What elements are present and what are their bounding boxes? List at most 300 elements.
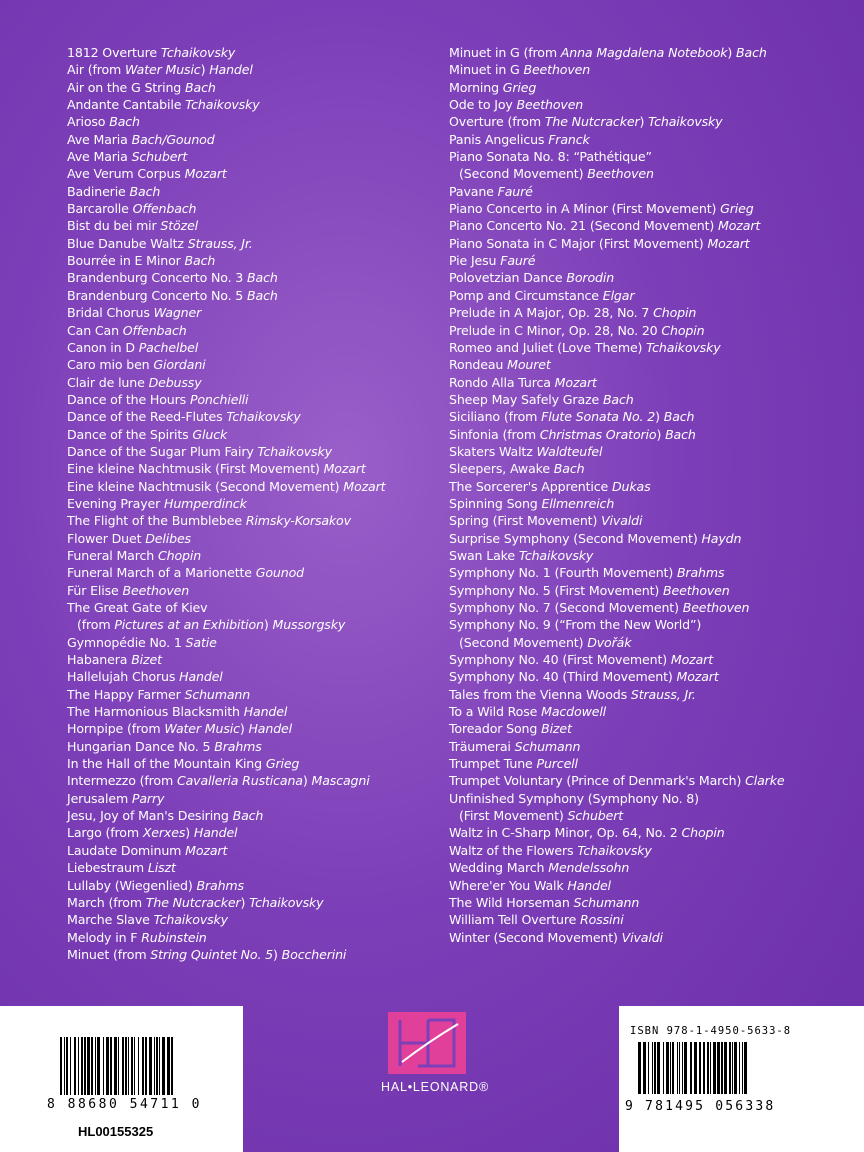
italic-text: Schumann: [184, 686, 251, 702]
song-entry: [67, 61, 437, 78]
isbn-digits: 9 781495 056338: [625, 1099, 776, 1114]
song-entry: [67, 443, 437, 460]
italic-text: Mozart: [707, 235, 750, 251]
song-entry: [67, 374, 437, 391]
song-entry: [67, 287, 437, 304]
title-text: Prelude in A Major, Op. 28, No. 7: [449, 305, 654, 321]
title-text: Funeral March: [67, 547, 158, 563]
song-entry: [67, 495, 437, 512]
italic-text: Tchaikovsky: [257, 443, 332, 459]
italic-text: Beethoven: [587, 166, 654, 182]
italic-text: Brahms: [676, 565, 725, 581]
title-text: Symphony No. 9 (“From the New World”): [449, 617, 702, 633]
italic-text: Grieg: [720, 201, 754, 217]
italic-text: Flute Sonata No. 2: [541, 409, 656, 425]
italic-text: Handel: [567, 877, 611, 893]
song-entry: [67, 755, 437, 772]
barcode-bar: [694, 1042, 697, 1094]
title-text: Flower Duet: [67, 530, 146, 546]
title-text: Surprise Symphony (Second Movement): [449, 530, 702, 546]
title-text: Hungarian Dance No. 5: [67, 738, 215, 754]
song-entry: [67, 859, 437, 876]
song-entry: [449, 443, 849, 460]
italic-text: Bizet: [541, 721, 572, 737]
song-entry: [67, 911, 437, 928]
barcode-bar: [663, 1042, 664, 1094]
barcode-bar: [78, 1037, 79, 1095]
song-entry: [67, 512, 437, 529]
italic-text: Handel: [209, 62, 253, 78]
title-text: Gymnopédie No. 1: [67, 634, 186, 650]
barcode-bar: [122, 1037, 124, 1095]
song-entry: [67, 460, 437, 477]
song-entry: [449, 304, 849, 321]
title-text: Piano Concerto in A Minor (First Movement): [449, 201, 721, 217]
title-text: Badinerie: [67, 183, 130, 199]
barcode-bar: [699, 1042, 701, 1094]
barcode-bar: [81, 1037, 83, 1095]
song-entry: [449, 200, 849, 217]
barcode-bar: [171, 1037, 173, 1095]
title-text: Rondeau: [449, 357, 508, 373]
song-entry: [449, 877, 849, 894]
italic-text: Bizet: [131, 652, 162, 668]
song-entry: [67, 183, 437, 200]
title-text: Caro mio ben: [67, 357, 154, 373]
italic-text: Bach: [247, 270, 278, 286]
title-text: Trumpet Voluntary (Prince of Denmark's March): [449, 773, 746, 789]
title-text: ): [656, 426, 666, 442]
song-entry: [67, 877, 437, 894]
barcode-bar: [60, 1037, 62, 1095]
publisher-name: HAL•LEONARD®: [381, 1080, 489, 1094]
song-entry-continuation: [449, 165, 849, 182]
italic-text: Mussorgsky: [272, 617, 346, 633]
barcode-bar: [666, 1042, 669, 1094]
song-entry: [449, 564, 849, 581]
song-entry: [449, 79, 849, 96]
title-text: Piano Sonata in C Major (First Movement): [449, 235, 708, 251]
song-entry: [449, 287, 849, 304]
title-text: Dance of the Reed-Flutes: [67, 409, 227, 425]
italic-text: Brahms: [196, 877, 244, 893]
title-text: Pie Jesu: [449, 253, 501, 269]
italic-text: Vivaldi: [601, 513, 643, 529]
barcode-bar: [118, 1037, 119, 1095]
barcode-bar: [114, 1037, 117, 1095]
title-text: Bourrée in E Minor: [67, 253, 185, 269]
italic-text: Schubert: [131, 149, 188, 165]
title-text: Symphony No. 40 (Third Movement): [449, 669, 677, 685]
italic-text: Chopin: [157, 547, 202, 563]
italic-text: Tchaikovsky: [648, 114, 723, 130]
title-text: Largo (from: [67, 825, 143, 841]
song-entry: [67, 44, 437, 61]
song-entry: [449, 720, 849, 737]
barcode-bar: [732, 1042, 733, 1094]
italic-text: Gounod: [255, 565, 304, 581]
italic-text: Bach: [232, 808, 264, 824]
title-text: Dance of the Spirits: [67, 426, 193, 442]
italic-text: Tchaikovsky: [160, 45, 236, 60]
title-text: William Tell Overture: [449, 912, 581, 928]
title-text: Dance of the Sugar Plum Fairy: [67, 443, 258, 459]
barcode-bar: [159, 1037, 160, 1095]
italic-text: Pictures at an Exhibition: [114, 617, 264, 633]
italic-text: Mendelssohn: [548, 860, 630, 876]
barcode-bar: [638, 1042, 641, 1094]
barcode-bar: [70, 1037, 71, 1095]
barcode-bar: [643, 1042, 646, 1094]
song-entry-continuation: [449, 807, 849, 824]
italic-text: Delibes: [145, 530, 191, 546]
title-text: Skaters Waltz: [449, 443, 537, 459]
italic-text: Gluck: [192, 426, 228, 442]
title-text: ): [727, 45, 737, 60]
italic-text: Ellmenreich: [541, 495, 615, 511]
italic-text: Bach: [184, 253, 216, 269]
title-text: Tales from the Vienna Woods: [449, 686, 631, 702]
title-text: Air (from: [67, 62, 126, 78]
title-text: Morning: [449, 79, 503, 95]
title-text: Piano Sonata No. 8: “Pathétique”: [449, 149, 652, 165]
italic-text: Ponchielli: [189, 391, 249, 407]
italic-text: Bach: [185, 79, 216, 95]
italic-text: Bach/Gounod: [131, 131, 215, 147]
song-entry: [67, 668, 437, 685]
italic-text: Grieg: [502, 79, 537, 95]
italic-text: Bach: [247, 287, 278, 303]
song-entry: [449, 772, 849, 789]
title-text: Melody in F: [67, 929, 142, 945]
italic-text: Rossini: [580, 912, 624, 928]
barcode-bar: [721, 1042, 723, 1094]
barcode-bar: [744, 1042, 747, 1094]
song-entry: [67, 322, 437, 339]
barcode-bar: [654, 1042, 656, 1094]
song-entry: [449, 339, 849, 356]
song-entry: [449, 183, 849, 200]
title-text: ): [263, 617, 273, 633]
song-entry: [449, 96, 849, 113]
song-entry: [67, 148, 437, 165]
title-text: Pomp and Circumstance: [449, 287, 603, 303]
barcode-bar: [713, 1042, 716, 1094]
title-text: Air on the G String: [67, 79, 186, 95]
barcode-bar: [657, 1042, 660, 1094]
song-entry: [449, 426, 849, 443]
italic-text: Borodin: [566, 270, 615, 286]
italic-text: Rimsky-Korsakov: [245, 513, 351, 529]
song-entry: [67, 217, 437, 234]
song-entry: [449, 408, 849, 425]
italic-text: Brahms: [214, 738, 262, 754]
italic-text: Franck: [548, 131, 590, 147]
italic-text: Vivaldi: [621, 929, 663, 945]
title-text: Panis Angelicus: [449, 131, 549, 147]
song-entry: [67, 564, 437, 581]
title-text: Sinfonia (from: [449, 426, 540, 442]
title-text: Minuet in G (from: [449, 45, 561, 60]
title-text: Unfinished Symphony (Symphony No. 8): [449, 790, 699, 806]
italic-text: Mozart: [343, 478, 386, 494]
song-entry: [449, 512, 849, 529]
song-entry: [449, 911, 849, 928]
title-text: Arioso: [67, 114, 110, 130]
title-text: Andante Cantabile: [67, 97, 186, 113]
title-text: Trumpet Tune: [449, 756, 537, 772]
song-entry: [449, 495, 849, 512]
italic-text: Grieg: [265, 756, 300, 772]
barcode-bar: [167, 1037, 170, 1095]
title-text: Wedding March: [449, 860, 549, 876]
song-entry: [67, 842, 437, 859]
barcode-bar: [684, 1042, 687, 1094]
italic-text: Tchaikovsky: [577, 842, 652, 858]
barcode-bar: [84, 1037, 86, 1095]
barcode-bar: [742, 1042, 743, 1094]
italic-text: Wagner: [153, 305, 202, 321]
italic-text: Tchaikovsky: [249, 894, 324, 910]
title-text: The Wild Horseman: [449, 894, 574, 910]
song-entry: [67, 200, 437, 217]
song-entry: [449, 599, 849, 616]
italic-text: Elgar: [602, 287, 635, 303]
title-text: Where'er You Walk: [449, 877, 568, 893]
song-entry: [67, 478, 437, 495]
barcode-bar: [724, 1042, 727, 1094]
title-text: Can Can: [67, 322, 123, 338]
italic-text: Tchaikovsky: [226, 409, 301, 425]
song-entry: [67, 790, 437, 807]
song-entry: [67, 703, 437, 720]
italic-text: Stözel: [160, 218, 199, 234]
italic-text: Dukas: [612, 478, 651, 494]
italic-text: Fauré: [497, 183, 533, 199]
upc-barcode: [60, 1037, 175, 1095]
barcode-bar: [682, 1042, 683, 1094]
title-text: ): [655, 409, 664, 425]
song-entry: [449, 842, 849, 859]
song-entry: [67, 946, 437, 963]
song-entry: [449, 530, 849, 547]
title-text: Sheep May Safely Graze: [449, 391, 603, 407]
song-entry: [449, 929, 849, 946]
song-entry: [67, 530, 437, 547]
barcode-bar: [97, 1037, 100, 1095]
title-text: Brandenburg Concerto No. 3: [67, 270, 248, 286]
song-entry: [449, 235, 849, 252]
italic-text: Bach: [109, 114, 140, 130]
title-text: Rondo Alla Turca: [449, 374, 555, 390]
title-text: Marche Slave: [67, 912, 154, 928]
italic-text: Giordani: [153, 357, 206, 373]
title-text: Jesu, Joy of Man's Desiring: [67, 808, 233, 824]
italic-text: Beethoven: [663, 582, 730, 598]
title-text: Hornpipe (from: [67, 721, 165, 737]
hal-leonard-logo-icon: [388, 1012, 466, 1074]
italic-text: Liszt: [147, 860, 176, 876]
italic-text: Mozart: [676, 669, 719, 685]
barcode-bar: [703, 1042, 705, 1094]
italic-text: Tchaikovsky: [185, 97, 260, 113]
title-text: (Second Movement): [459, 166, 588, 182]
italic-text: Beethoven: [682, 600, 750, 615]
italic-text: Handel: [193, 825, 238, 841]
italic-text: String Quintet No. 5: [150, 946, 274, 962]
song-entry: [67, 356, 437, 373]
song-entry: [449, 547, 849, 564]
italic-text: Offenbach: [132, 201, 197, 217]
title-text: Bist du bei mir: [67, 218, 161, 234]
song-entry: [67, 165, 437, 182]
song-entry-continuation: [67, 616, 437, 633]
title-text: Habanera: [67, 652, 132, 668]
title-text: 1812 Overture: [67, 45, 161, 60]
song-entry: [67, 408, 437, 425]
barcode-bar: [142, 1037, 144, 1095]
italic-text: Mozart: [323, 461, 366, 477]
barcode-bar: [672, 1042, 674, 1094]
song-entry: [67, 252, 437, 269]
song-entry: [67, 582, 437, 599]
isbn-barcode: [638, 1042, 749, 1094]
italic-text: Bach: [553, 461, 585, 477]
barcode-bar: [128, 1037, 129, 1095]
barcode-bar: [74, 1037, 76, 1095]
title-text: Waltz of the Flowers: [449, 842, 578, 858]
title-text: Eine kleine Nachtmusik (Second Movement): [67, 478, 344, 494]
song-entry: [67, 738, 437, 755]
italic-text: Chopin: [653, 305, 697, 321]
song-list-left: [67, 44, 437, 963]
barcode-bar: [739, 1042, 740, 1094]
song-entry: [449, 790, 849, 825]
italic-text: Tchaikovsky: [153, 912, 228, 928]
title-text: Liebestraum: [67, 860, 148, 876]
italic-text: Beethoven: [523, 62, 591, 78]
title-text: Siciliano (from: [449, 409, 542, 425]
title-text: ): [302, 773, 312, 789]
song-entry: [449, 478, 849, 495]
italic-text: Strauss, Jr.: [630, 686, 696, 702]
title-text: ): [639, 114, 649, 130]
italic-text: Parry: [131, 790, 165, 806]
italic-text: Bach: [129, 183, 161, 199]
barcode-bar: [110, 1037, 112, 1095]
barcode-bar: [125, 1037, 127, 1095]
song-entry: [67, 269, 437, 286]
title-text: Symphony No. 1 (Fourth Movement): [449, 565, 677, 581]
song-entry: [67, 547, 437, 564]
italic-text: Chopin: [661, 322, 705, 338]
song-entry: [67, 720, 437, 737]
song-entry: [67, 131, 437, 148]
upc-digits: 8 88680 54711 0: [47, 1097, 202, 1112]
italic-text: Macdowell: [541, 704, 607, 720]
italic-text: Dvořák: [587, 634, 632, 650]
title-text: Barcarolle: [67, 201, 133, 217]
song-entry: [67, 391, 437, 408]
title-text: The Great Gate of Kiev: [67, 600, 208, 615]
italic-text: Handel: [179, 669, 223, 685]
title-text: The Flight of the Bumblebee: [67, 513, 246, 529]
song-entry: [449, 252, 849, 269]
italic-text: Schumann: [573, 894, 640, 910]
song-entry: [67, 634, 437, 651]
italic-text: Bach: [602, 391, 634, 407]
song-entry: [449, 322, 849, 339]
italic-text: Bach: [665, 426, 696, 442]
song-entry: [449, 738, 849, 755]
title-text: Minuet in G: [449, 62, 524, 78]
song-entry: [449, 824, 849, 841]
italic-text: Handel: [248, 721, 292, 737]
title-text: Sleepers, Awake: [449, 461, 554, 477]
song-entry: [449, 391, 849, 408]
italic-text: Anna Magdalena Notebook: [560, 45, 728, 60]
song-entry: [67, 339, 437, 356]
barcode-bar: [652, 1042, 653, 1094]
title-text: ): [273, 946, 282, 962]
title-text: ): [185, 825, 194, 841]
title-text: In the Hall of the Mountain King: [67, 756, 266, 772]
barcode-bar: [679, 1042, 680, 1094]
title-text: Eine kleine Nachtmusik (First Movement): [67, 461, 324, 477]
title-text: Clair de lune: [67, 374, 149, 390]
italic-text: Tchaikovsky: [518, 547, 594, 563]
italic-text: Mouret: [507, 357, 551, 373]
title-text: Spring (First Movement): [449, 513, 602, 529]
song-entry: [449, 859, 849, 876]
barcode-bar: [670, 1042, 671, 1094]
barcode-bar: [690, 1042, 692, 1094]
song-entry: [67, 807, 437, 824]
song-entry: [449, 686, 849, 703]
italic-text: Strauss, Jr.: [187, 235, 253, 251]
barcode-bar: [66, 1037, 68, 1095]
song-entry: [449, 374, 849, 391]
italic-text: Purcell: [536, 756, 578, 772]
italic-text: Satie: [185, 634, 217, 650]
title-text: Toreador Song: [449, 721, 542, 737]
title-text: (Second Movement): [459, 634, 588, 650]
song-entry: [449, 582, 849, 599]
song-entry: [449, 460, 849, 477]
italic-text: Beethoven: [122, 582, 190, 598]
title-text: Piano Concerto No. 21 (Second Movement): [449, 218, 719, 234]
song-entry: [67, 96, 437, 113]
title-text: Hallelujah Chorus: [67, 669, 180, 685]
italic-text: Mozart: [554, 374, 597, 390]
barcode-bar: [717, 1042, 720, 1094]
title-text: Ave Maria: [67, 131, 132, 147]
song-entry: [449, 668, 849, 685]
italic-text: Boccherini: [281, 946, 347, 962]
italic-text: Bach: [736, 45, 767, 60]
title-text: Blue Danube Waltz: [67, 235, 188, 251]
italic-text: Water Music: [125, 62, 201, 78]
italic-text: Cavalleria Rusticana: [176, 773, 303, 789]
song-entry: [67, 686, 437, 703]
barcode-bar: [145, 1037, 147, 1095]
song-entry: [67, 79, 437, 96]
title-text: Ave Maria: [67, 149, 132, 165]
title-text: Overture (from: [449, 114, 545, 130]
song-entry-continuation: [449, 634, 849, 651]
italic-text: Clarke: [745, 773, 785, 789]
song-entry: [67, 894, 437, 911]
